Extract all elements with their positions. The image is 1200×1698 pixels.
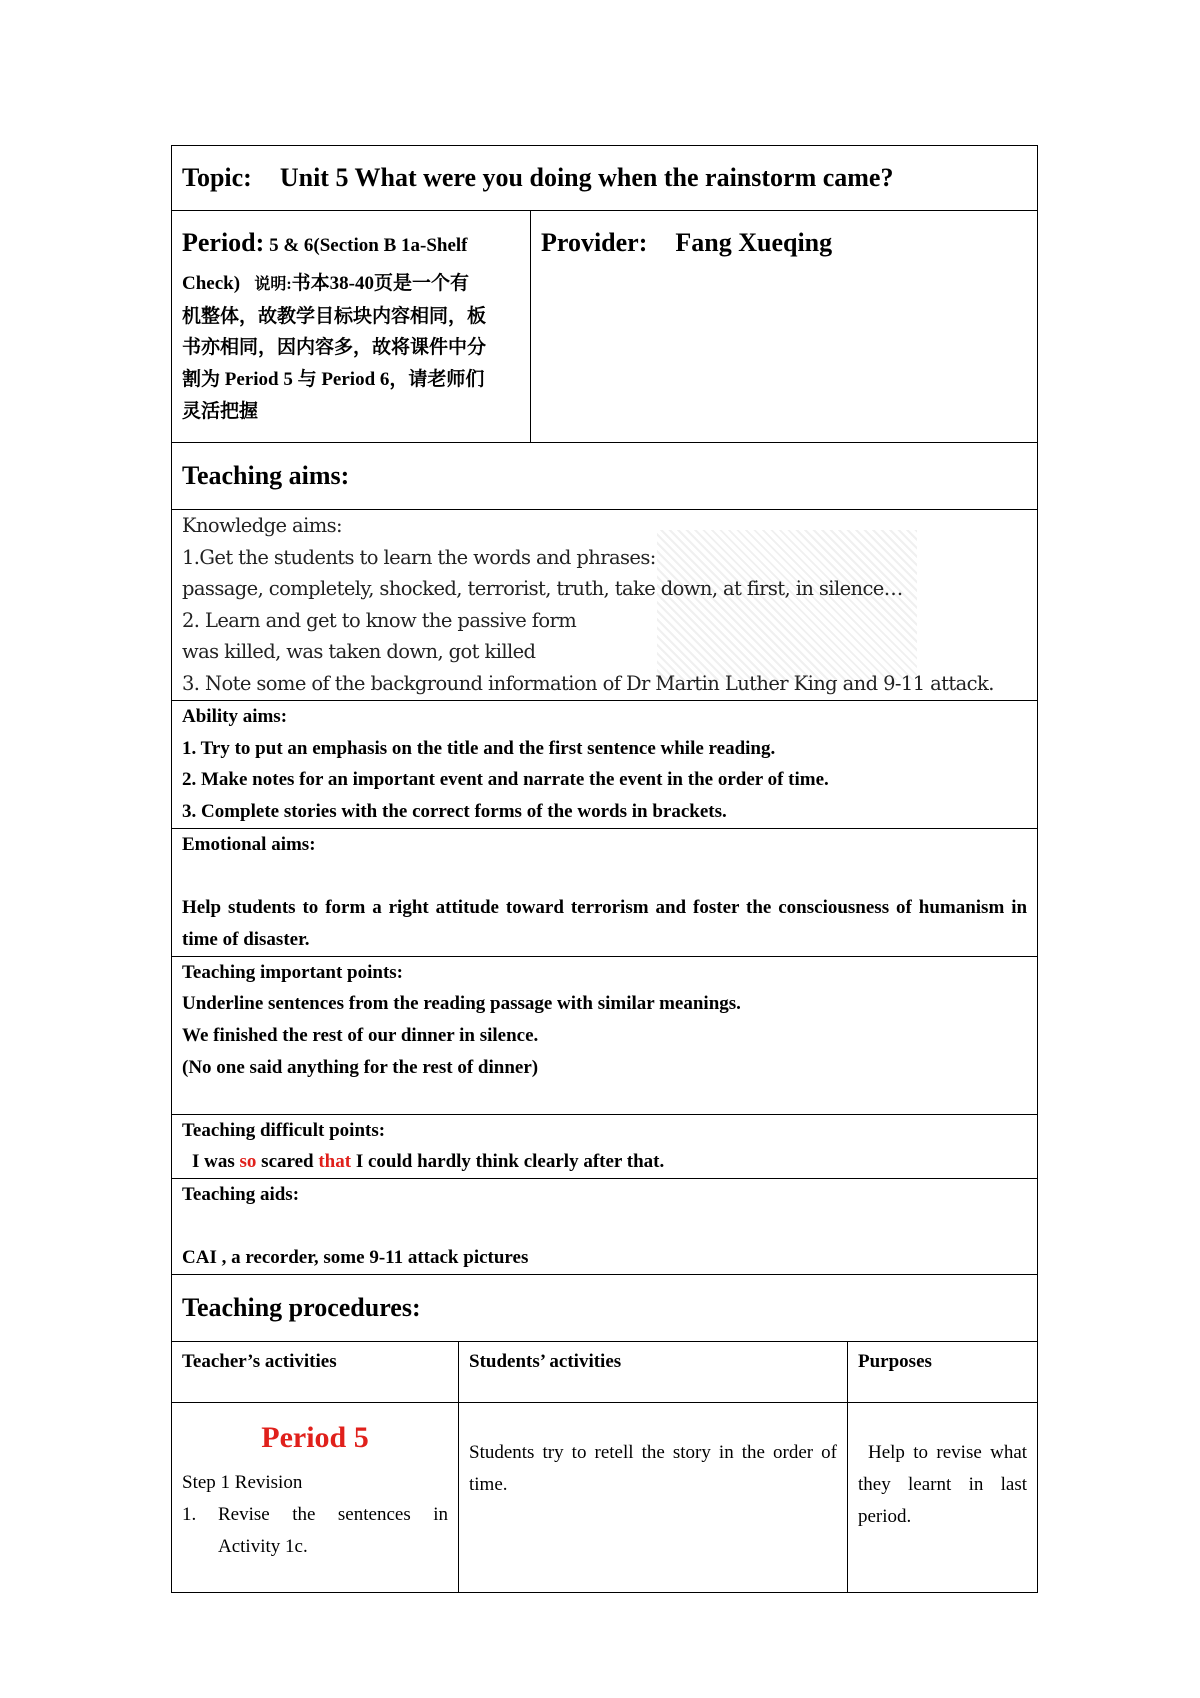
- difficult-part-3: I could hardly think clearly after that.: [351, 1151, 665, 1173]
- important-points-title: Teaching important points:: [182, 961, 403, 983]
- important-line-1: Underline sentences from the reading passage with similar meanings.: [182, 993, 741, 1015]
- knowledge-line-5: 3. Note some of the background information of Dr Martin Luther King and 9-11 attack.: [182, 671, 994, 695]
- provider-label: Provider:: [541, 228, 648, 257]
- difficult-points-title: Teaching difficult points:: [182, 1119, 386, 1141]
- important-points-cell: [172, 956, 1038, 1114]
- emotional-aims-text: Help students to form a right attitude toward terrorism and foster the consciousness of humanism in time of disaster.: [182, 897, 1028, 950]
- difficult-points-sentence: [182, 1146, 1027, 1178]
- procedures-row: [172, 1403, 1038, 1593]
- teaching-aims-row: [172, 443, 1038, 510]
- important-points-row: [172, 956, 1038, 1114]
- students-activities-cell: [459, 1403, 848, 1593]
- period-value-line1: 5 & 6(Section B 1a-Shelf: [269, 235, 468, 256]
- difficult-points-cell: [172, 1114, 1038, 1178]
- difficult-red-that: that: [318, 1151, 352, 1173]
- emotional-aims-row: [172, 828, 1038, 956]
- teaching-aims-heading: Teaching aims:: [172, 443, 1038, 510]
- note-prefix: 说明:: [254, 276, 292, 293]
- knowledge-aims-row: [172, 510, 1038, 701]
- list-item-1: [182, 1499, 448, 1531]
- teaching-aids-cell: [172, 1179, 1038, 1275]
- emotional-aims-title: Emotional aims:: [182, 833, 316, 855]
- note-line3: 书亦相同，因内容多，故将课件中分: [182, 337, 487, 359]
- difficult-part-2: scared: [256, 1151, 319, 1173]
- ability-aims-row: [172, 701, 1038, 829]
- knowledge-line-2: passage, completely, shocked, terrorist, truth, take down, at first, in silence…: [182, 577, 903, 601]
- list-item-text: Revise the sentences in: [218, 1503, 448, 1525]
- teacher-activities-cell: [172, 1403, 459, 1593]
- note-line5: 灵活把握: [182, 400, 259, 422]
- lesson-plan: [171, 145, 1037, 1593]
- purposes-text: Help to revise what they learnt in last period.: [858, 1442, 1028, 1527]
- emotional-aims-cell: [172, 828, 1038, 956]
- ability-line-1: 1. Try to put an emphasis on the title and the first sentence while reading.: [182, 737, 776, 759]
- topic-row: [172, 146, 1038, 211]
- procedures-header-row: [172, 1342, 1038, 1403]
- period-label: Period:: [182, 228, 265, 257]
- purposes-cell: [848, 1403, 1038, 1593]
- header-students: Students’ activities: [459, 1342, 848, 1403]
- list-item-continuation: Activity 1c.: [218, 1535, 308, 1557]
- step-1-revision: Step 1 Revision: [182, 1472, 303, 1494]
- difficult-points-row: [172, 1114, 1038, 1178]
- knowledge-line-3: 2. Learn and get to know the passive form: [182, 608, 577, 632]
- teaching-aids-text: CAI , a recorder, some 9-11 attack pictures: [182, 1247, 529, 1269]
- header-purposes: Purposes: [848, 1342, 1038, 1403]
- period-value-line2: Check): [182, 273, 241, 294]
- topic-cell: [172, 146, 1038, 211]
- ability-aims-cell: [172, 701, 1038, 829]
- knowledge-line-4: was killed, was taken down, got killed: [182, 640, 536, 664]
- provider-cell: [531, 211, 1038, 443]
- procedures-heading-row: [172, 1275, 1038, 1342]
- difficult-red-so: so: [239, 1151, 257, 1173]
- topic-value: Unit 5 What were you doing when the rainstorm came?: [279, 163, 894, 192]
- note-line4: 割为 Period 5 与 Period 6，请老师们: [182, 369, 485, 391]
- knowledge-aims-title: Knowledge aims:: [182, 514, 342, 537]
- lesson-plan-table: [171, 145, 1038, 1593]
- students-activity-text: Students try to retell the story in the order of time.: [469, 1442, 837, 1495]
- period-row: [172, 211, 1038, 443]
- ability-line-3: 3. Complete stories with the correct forms of the words in brackets.: [182, 801, 727, 823]
- teaching-aids-row: [172, 1179, 1038, 1275]
- period-cell: [172, 211, 531, 443]
- ability-line-2: 2. Make notes for an important event and narrate the event in the order of time.: [182, 769, 829, 791]
- note-line2: 机整体，故教学目标块内容相同，板: [182, 305, 487, 327]
- provider-value: Fang Xueqing: [675, 228, 833, 257]
- ability-aims-title: Ability aims:: [182, 706, 288, 727]
- period-5-label: Period 5: [261, 1421, 369, 1455]
- important-line-2: We finished the rest of our dinner in silence.: [182, 1025, 539, 1047]
- procedures-heading: Teaching procedures:: [172, 1275, 1038, 1342]
- important-line-3: (No one said anything for the rest of dinner): [182, 1056, 539, 1078]
- teaching-aids-title: Teaching aids:: [182, 1184, 300, 1206]
- knowledge-aims-cell: [172, 510, 1038, 701]
- list-item-number: 1.: [182, 1503, 197, 1525]
- knowledge-line-1: 1.Get the students to learn the words and phrases:: [182, 545, 656, 569]
- difficult-part-1: I was: [192, 1151, 240, 1173]
- topic-label: Topic:: [182, 163, 252, 192]
- header-teacher: Teacher’s activities: [172, 1342, 459, 1403]
- note-line1: 书本38-40页是一个有: [291, 273, 469, 294]
